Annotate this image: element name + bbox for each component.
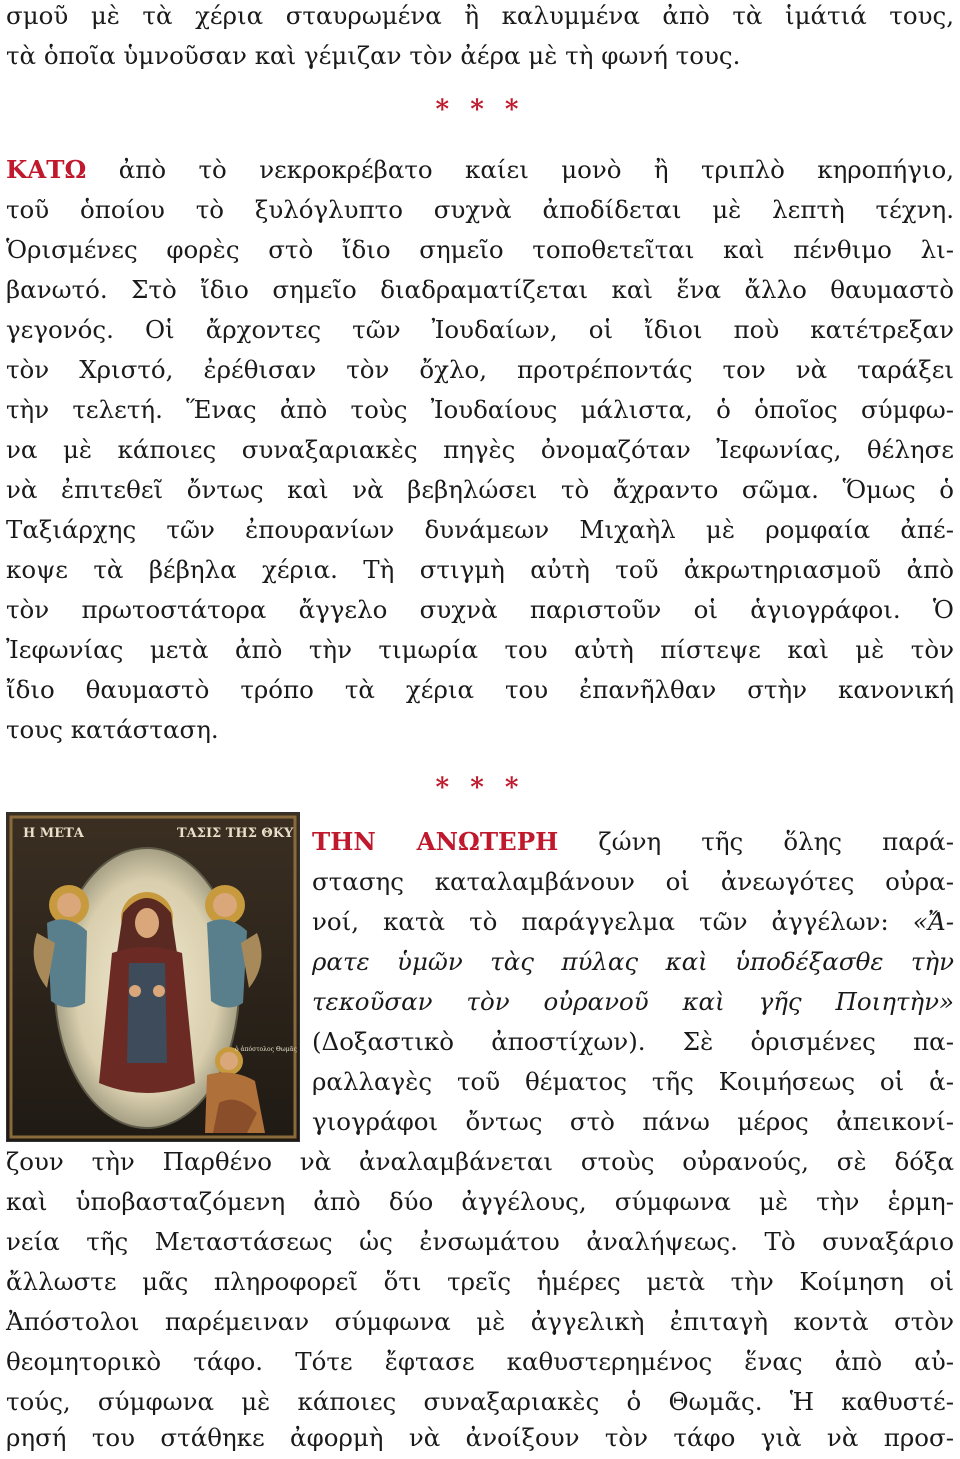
section-lead-word: ΚΑΤΩ [6, 155, 87, 184]
text-line: καὶ ὑποβασταζόμενη ἀπὸ δύο ἀγγέλους, σύμφωνα μὲ τὴν ἑρμη- [6, 1187, 954, 1216]
text-line: τοῦ ὁποίου τὸ ξυλόγλυπτο συχνὰ ἀποδίδεται μὲ λεπτὴ τέχνη. [6, 195, 954, 224]
text-line: ἴδιο θαυμαστὸ τρόπο τὰ χέρια του ἐπανῆλθαν στὴν κανονική [6, 675, 954, 704]
text-line-quote: ρατε ὑμῶν τὰς πύλας καὶ ὑποδέξασθε τὴν [312, 947, 954, 976]
section-separator: * * * [435, 773, 525, 803]
text-line: τὸν Χριστό, ἐρέθισαν τὸν ὄχλο, προτρέποντάς τον νὰ ταράξει [6, 355, 954, 384]
text-line: βανωτό. Στὸ ἴδιο σημεῖο διαδραματίζεται καὶ ἕνα ἄλλο θαυμαστὸ [6, 275, 954, 304]
text-line: ΚΑΤΩ ἀπὸ τὸ νεκροκρέβατο καίει μονὸ ἢ τριπλὸ κηροπήγιο, [6, 155, 954, 184]
text-line: στασης καταλαμβάνουν οἱ ἀνεωγότες οὐρα- [312, 867, 954, 896]
text-line: νοί, κατὰ τὸ παράγγελμα τῶν ἀγγέλων: «Ἄ- [312, 907, 954, 936]
text-line: κοψε τὰ βέβηλα χέρια. Τὴ στιγμὴ αὐτὴ τοῦ ἀκρωτηριασμοῦ ἀπὸ [6, 555, 954, 584]
text-line: ἄλλωστε μᾶς πληροφορεῖ ὅτι τρεῖς ἡμέρες μετὰ τὴν Κοίμηση οἱ [6, 1267, 954, 1296]
text-line: ραλλαγὲς τοῦ θέματος τῆς Κοιμήσεως οἱ ἁ- [312, 1067, 954, 1096]
text-line: Ὁρισμένες φορὲς στὸ ἴδιο σημεῖο τοποθετεῖται καὶ πένθιμο λι- [6, 235, 954, 264]
text-line: ρησή του στάθηκε ἀφορμὴ νὰ ἀνοίξουν τὸν τάφο γιὰ νὰ προσ- [6, 1423, 954, 1452]
text-line: τὴν τελετή. Ἕνας ἀπὸ τοὺς Ἰουδαίους μάλιστα, ὁ ὁποῖος σύμφω- [6, 395, 954, 424]
text-line: σμοῦ μὲ τὰ χέρια σταυρωμένα ἢ καλυμμένα ἀπὸ τὰ ἱμάτιά τους, [6, 1, 954, 30]
text-line: τους κατάσταση. [6, 715, 219, 744]
icon-dormition-image [6, 812, 300, 1142]
icon-inscription-left: Η ΜΕΤΑ [23, 826, 84, 841]
section-separator: * * * [435, 95, 525, 125]
section-lead-word: ΤΗΝ ΑΝΩΤΕΡΗ [312, 827, 559, 856]
text-line: Ἀπόστολοι παρέμειναν σύμφωνα μὲ ἀγγελικὴ ἐπιταγὴ κοντὰ στὸν [6, 1307, 954, 1336]
text-line: Ἰεφωνίας μετὰ ἀπὸ τὴν τιμωρία του αὐτὴ πίστεψε καὶ μὲ τὸν [6, 635, 954, 664]
text-line-quote: τεκοῦσαν τὸν οὐρανοῦ καὶ γῆς Ποιητὴν» [312, 987, 954, 1016]
text-line: ΤΗΝ ΑΝΩΤΕΡΗ ζώνη τῆς ὅλης παρά- [312, 827, 954, 856]
text-line: γεγονός. Οἱ ἄρχοντες τῶν Ἰουδαίων, οἱ ἴδιοι ποὺ κατέτρεξαν [6, 315, 954, 344]
icon-inscription-right: ΤΑΣΙΣ ΤΗΣ ΘΚΥ [177, 826, 294, 841]
text-line: γιογράφοι ὄντως στὸ πάνω μέρος ἀπεικονί- [312, 1107, 954, 1136]
text-line: τούς, σύμφωνα μὲ κάποιες συναξαριακὲς ὁ Θωμᾶς. Ἡ καθυστέ- [6, 1387, 954, 1416]
text-line: ζουν τὴν Παρθένο νὰ ἀναλαμβάνεται στοὺς οὐρανούς, σὲ δόξα [6, 1147, 954, 1176]
text-line: θεομητορικὸ τάφο. Τότε ἔφτασε καθυστερημένος ἕνας ἀπὸ αὐ- [6, 1347, 954, 1376]
text-line: (Δοξαστικὸ ἀποστίχων). Σὲ ὁρισμένες πα- [312, 1027, 954, 1056]
document-page [6, 0, 954, 1459]
text-line: Ταξιάρχης τῶν ἐπουρανίων δυνάμεων Μιχαὴλ μὲ ρομφαία ἀπέ- [6, 515, 954, 544]
text-line: τὸν πρωτοστάτορα ἄγγελο συχνὰ παριστοῦν οἱ ἁγιογράφοι. Ὁ [6, 595, 954, 624]
icon-inscription-small: ὁ ἀπόστολος Θωμᾶς [235, 1046, 297, 1053]
icon-painting [7, 813, 299, 1141]
text-line: τὰ ὁποῖα ὑμνοῦσαν καὶ γέμιζαν τὸν ἀέρα μὲ τὴ φωνή τους. [6, 41, 741, 70]
text-line: νὰ ἐπιτεθεῖ ὄντως καὶ νὰ βεβηλώσει τὸ ἄχραντο σῶμα. Ὅμως ὁ [6, 475, 954, 504]
text-line: να μὲ κάποιες συναξαριακὲς πηγὲς ὀνομαζόταν Ἰεφωνίας, θέλησε [6, 435, 954, 464]
text-line: νεία τῆς Μεταστάσεως ὡς ἐνσωμάτου ἀναλήψεως. Τὸ συναξάριο [6, 1227, 954, 1256]
